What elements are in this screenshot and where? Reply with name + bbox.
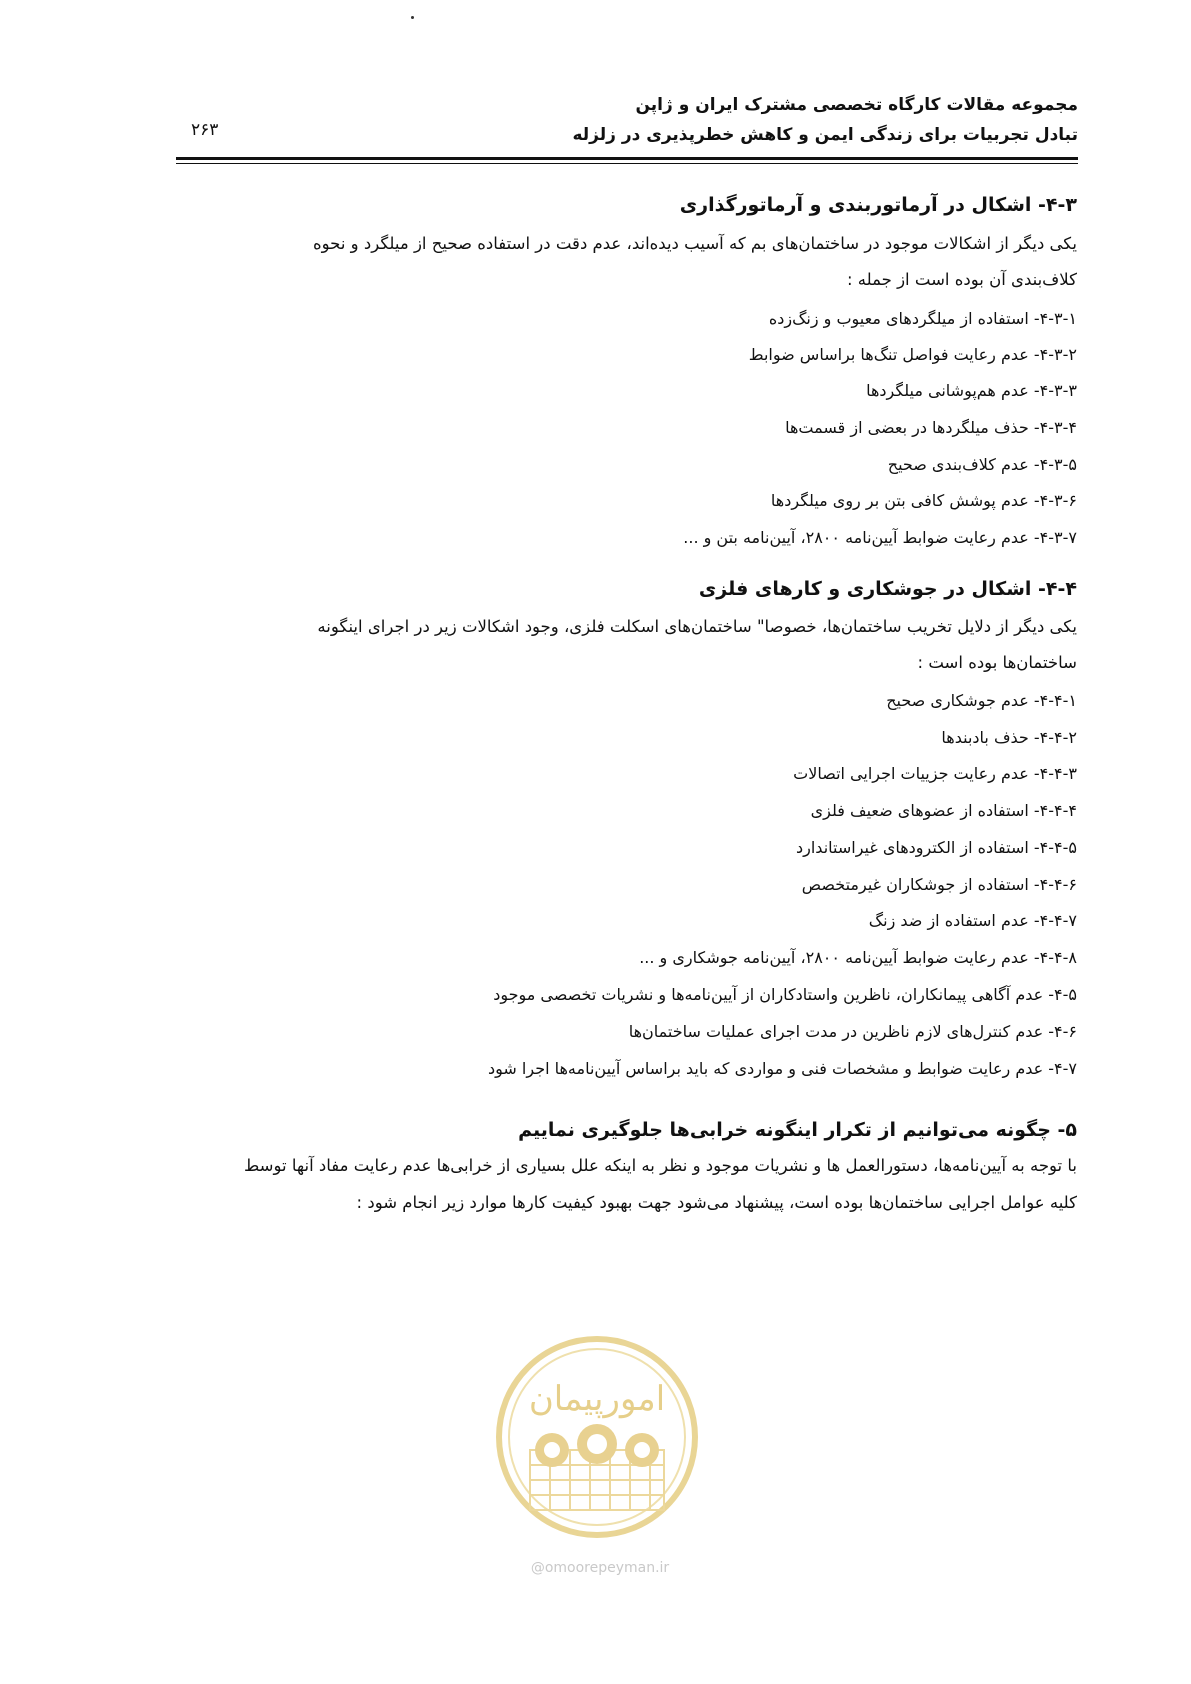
list-item-4-3-7: ۴-۳-۷- عدم رعایت ضوابط آیین‌نامه ۲۸۰۰، آیین‌نامه بتن و ... (683, 528, 1077, 547)
list-item-4-3-1: ۴-۳-۱- استفاده از میلگردهای معیوب و زنگ‌زده (768, 309, 1077, 328)
list-item-4-3-5: ۴-۳-۵- عدم کلاف‌بندی صحیح (887, 455, 1077, 474)
list-item-4-4-3: ۴-۴-۳- عدم رعایت جزییات اجرایی اتصالات (793, 764, 1077, 783)
section-5-heading: ۵- چگونه می‌توانیم از تکرار اینگونه خرابی‌ها جلوگیری نماییم (518, 1119, 1077, 1141)
list-item-4-5: ۴-۵- عدم آگاهی پیمانکاران، ناظرین واستادکاران از آیین‌نامه‌ها و نشریات تخصصی موجود (493, 985, 1077, 1004)
list-item-4-6: ۴-۶- عدم کنترل‌های لازم ناظرین در مدت اجرای عملیات ساختمان‌ها (628, 1022, 1077, 1041)
list-item-4-3-4: ۴-۳-۴- حذف میلگردها در بعضی از قسمت‌ها (785, 418, 1077, 437)
header-rule-thick (176, 157, 1078, 160)
list-item-4-4-4: ۴-۴-۴- استفاده از عضوهای ضعیف فلزی (810, 801, 1077, 820)
list-item-4-7: ۴-۷- عدم رعایت ضوابط و مشخصات فنی و مواردی که باید براساس آیین‌نامه‌ها اجرا شود (488, 1059, 1077, 1078)
section-4-3-intro-line1: یکی دیگر از اشکالات موجود در ساختمان‌های بم که آسیب دیده‌اند، عدم دقت در استفاده صحیح از میلگرد و نحوه (313, 234, 1077, 253)
list-item-4-4-8: ۴-۴-۸- عدم رعایت ضوابط آیین‌نامه ۲۸۰۰، آیین‌نامه جوشکاری و ... (639, 948, 1077, 967)
section-4-4-heading: ۴-۴- اشکال در جوشکاری و کارهای فلزی (698, 578, 1077, 600)
list-item-4-3-6: ۴-۳-۶- عدم پوشش کافی بتن بر روی میلگردها (770, 491, 1077, 510)
section-5-intro-line2: کلیه عوامل اجرایی ساختمان‌ها بوده است، پیشنهاد می‌شود جهت بهبود کیفیت کارها موارد زیر انجام شود : (356, 1193, 1077, 1212)
list-item-4-4-1: ۴-۴-۱- عدم جوشکاری صحیح (886, 691, 1077, 710)
list-item-4-4-2: ۴-۴-۲- حذف بادبندها (941, 728, 1077, 747)
list-item-4-3-3: ۴-۳-۳- عدم هم‌پوشانی میلگردها (866, 381, 1077, 400)
watermark-logo-graphic (492, 1332, 702, 1542)
scan-speck (411, 16, 414, 19)
list-item-4-3-2: ۴-۳-۲- عدم رعایت فواصل تنگ‌ها براساس ضوابط (748, 345, 1077, 364)
section-5-intro-line1: با توجه به آیین‌نامه‌ها، دستورالعمل ها و نشریات موجود و نظر به اینکه علل بسیاری از خرابی‌ها عدم رعایت مفاد آنها توسط (244, 1156, 1077, 1175)
watermark-logo (492, 1332, 702, 1542)
list-item-4-4-5: ۴-۴-۵- استفاده از الکترودهای غیراستاندارد (796, 838, 1077, 857)
list-item-4-4-7: ۴-۴-۷- عدم استفاده از ضد زنگ (868, 911, 1077, 930)
header-title-line2: تبادل تجربیات برای زندگی ایمن و کاهش خطرپذیری در زلزله (572, 125, 1078, 145)
header-title-line1: مجموعه مقالات کارگاه تخصصی مشترک ایران و ژاپن (635, 95, 1078, 115)
section-4-4-intro-line2: ساختمان‌ها بوده است : (917, 653, 1077, 672)
page-number: ۲۶۳ (191, 120, 219, 140)
svg-text:امورپیمان: امورپیمان (528, 1379, 666, 1419)
header-rule-thin (176, 163, 1078, 164)
running-header (176, 90, 1078, 170)
section-4-4-intro-line1: یکی دیگر از دلایل تخریب ساختمان‌ها، خصوصا" ساختمان‌های اسکلت فلزی، وجود اشکالات زیر در اجرای اینگونه (317, 617, 1077, 636)
watermark-url: @omoorepeyman.ir (530, 1560, 670, 1576)
list-item-4-4-6: ۴-۴-۶- استفاده از جوشکاران غیرمتخصص (801, 875, 1077, 894)
section-4-3-intro-line2: کلاف‌بندی آن بوده است از جمله : (846, 270, 1077, 289)
section-4-3-heading: ۴-۳- اشکال در آرماتوربندی و آرماتورگذاری (679, 194, 1077, 216)
